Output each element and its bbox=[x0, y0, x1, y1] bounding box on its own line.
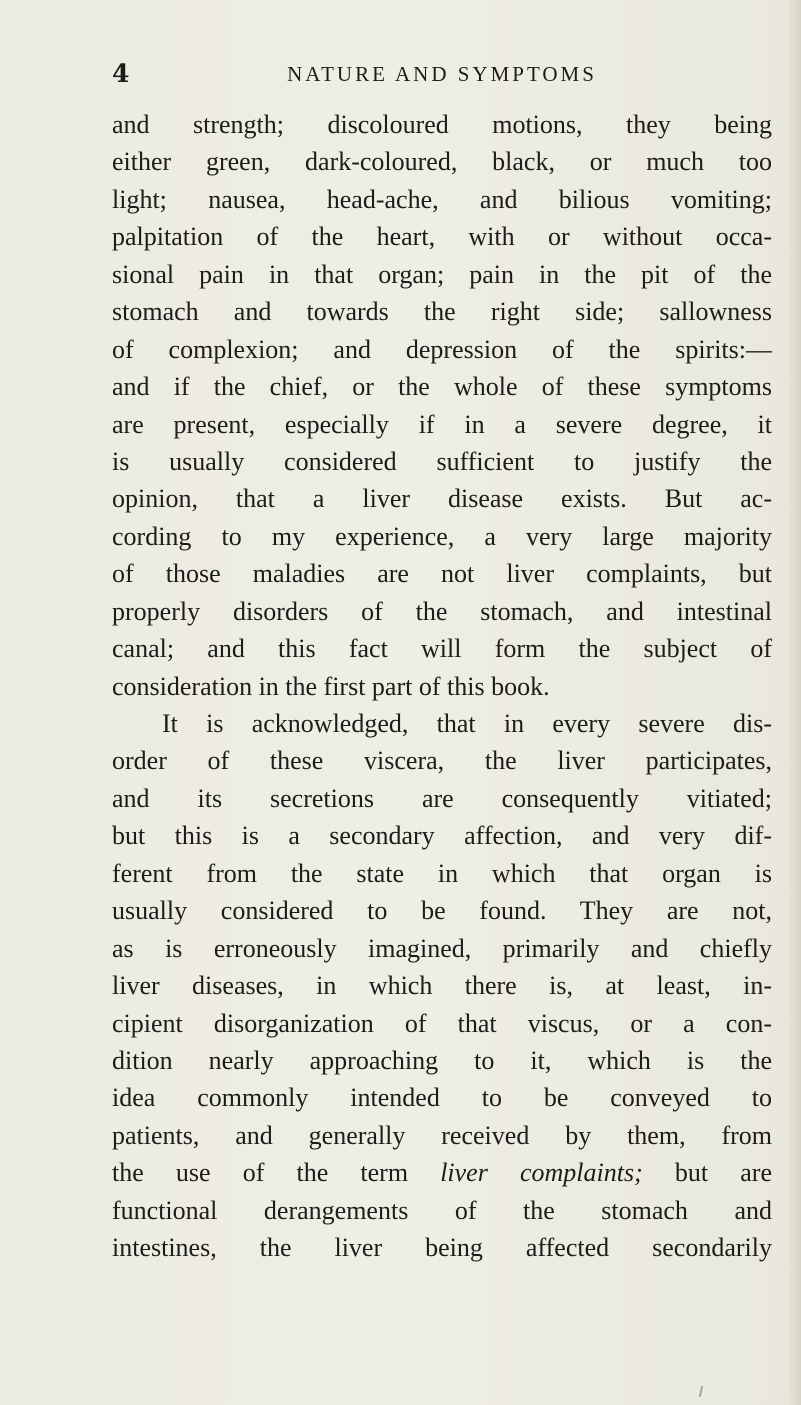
page-edge-shadow bbox=[787, 0, 801, 1405]
text-line: intestines, the liver being affected secondarily bbox=[112, 1233, 772, 1263]
text-line: but this is a secondary affection, and very dif- bbox=[112, 821, 772, 851]
print-speck bbox=[699, 1386, 703, 1397]
text-line: liver diseases, in which there is, at least, in- bbox=[112, 971, 772, 1001]
text-line: cording to my experience, a very large majority bbox=[112, 521, 772, 551]
page-header bbox=[112, 56, 772, 92]
text-line: are present, especially if in a severe degree, it bbox=[112, 409, 772, 439]
text-line: consideration in the first part of this book. bbox=[112, 671, 550, 701]
text-line: stomach and towards the right side; sallowness bbox=[112, 297, 772, 327]
text-line: light; nausea, head-ache, and bilious vomiting; bbox=[112, 184, 772, 214]
text-line: functional derangements of the stomach and bbox=[112, 1195, 772, 1225]
text-line: cipient disorganization of that viscus, or a con- bbox=[112, 1008, 772, 1038]
text-line: is usually considered sufficient to justify the bbox=[112, 446, 772, 476]
text-line: sional pain in that organ; pain in the pit of the bbox=[112, 259, 772, 289]
text-line: palpitation of the heart, with or without occa- bbox=[112, 222, 772, 252]
text-line: and if the chief, or the whole of these symptoms bbox=[112, 372, 772, 402]
italic-term: liver complaints; bbox=[440, 1158, 643, 1188]
text-line: and strength; discoloured motions, they being bbox=[112, 110, 772, 139]
text-line: of complexion; and depression of the spirits:— bbox=[112, 334, 772, 364]
text-line: properly disorders of the stomach, and intestinal bbox=[112, 596, 772, 626]
page-number: 4 bbox=[112, 59, 130, 88]
text-line: either green, dark-coloured, black, or much too bbox=[112, 147, 772, 177]
text-line: as is erroneously imagined, primarily and chiefly bbox=[112, 933, 772, 963]
text-line: opinion, that a liver disease exists. But ac- bbox=[112, 484, 772, 514]
text-segment: but are bbox=[674, 1158, 772, 1188]
text-line: and its secretions are consequently vitiated; bbox=[112, 783, 772, 813]
text-line: of those maladies are not liver complaints, but bbox=[112, 559, 772, 589]
text-line-with-italic bbox=[112, 1154, 772, 1191]
text-line: order of these viscera, the liver participates, bbox=[112, 746, 772, 776]
body-text bbox=[112, 106, 772, 1267]
text-line: ferent from the state in which that organ is bbox=[112, 858, 772, 888]
text-line: usually considered to be found. They are not, bbox=[112, 896, 772, 926]
running-title: NATURE AND SYMPTOMS bbox=[287, 62, 597, 86]
text-line: canal; and this fact will form the subject of bbox=[112, 634, 772, 664]
text-line: idea commonly intended to be conveyed to bbox=[112, 1083, 772, 1113]
text-line: dition nearly approaching to it, which is the bbox=[112, 1045, 772, 1075]
text-line: patients, and generally received by them, from bbox=[112, 1120, 772, 1150]
paragraph-first-line: It is acknowledged, that in every severe dis- bbox=[162, 709, 772, 738]
text-segment: the use of the term bbox=[112, 1158, 409, 1188]
